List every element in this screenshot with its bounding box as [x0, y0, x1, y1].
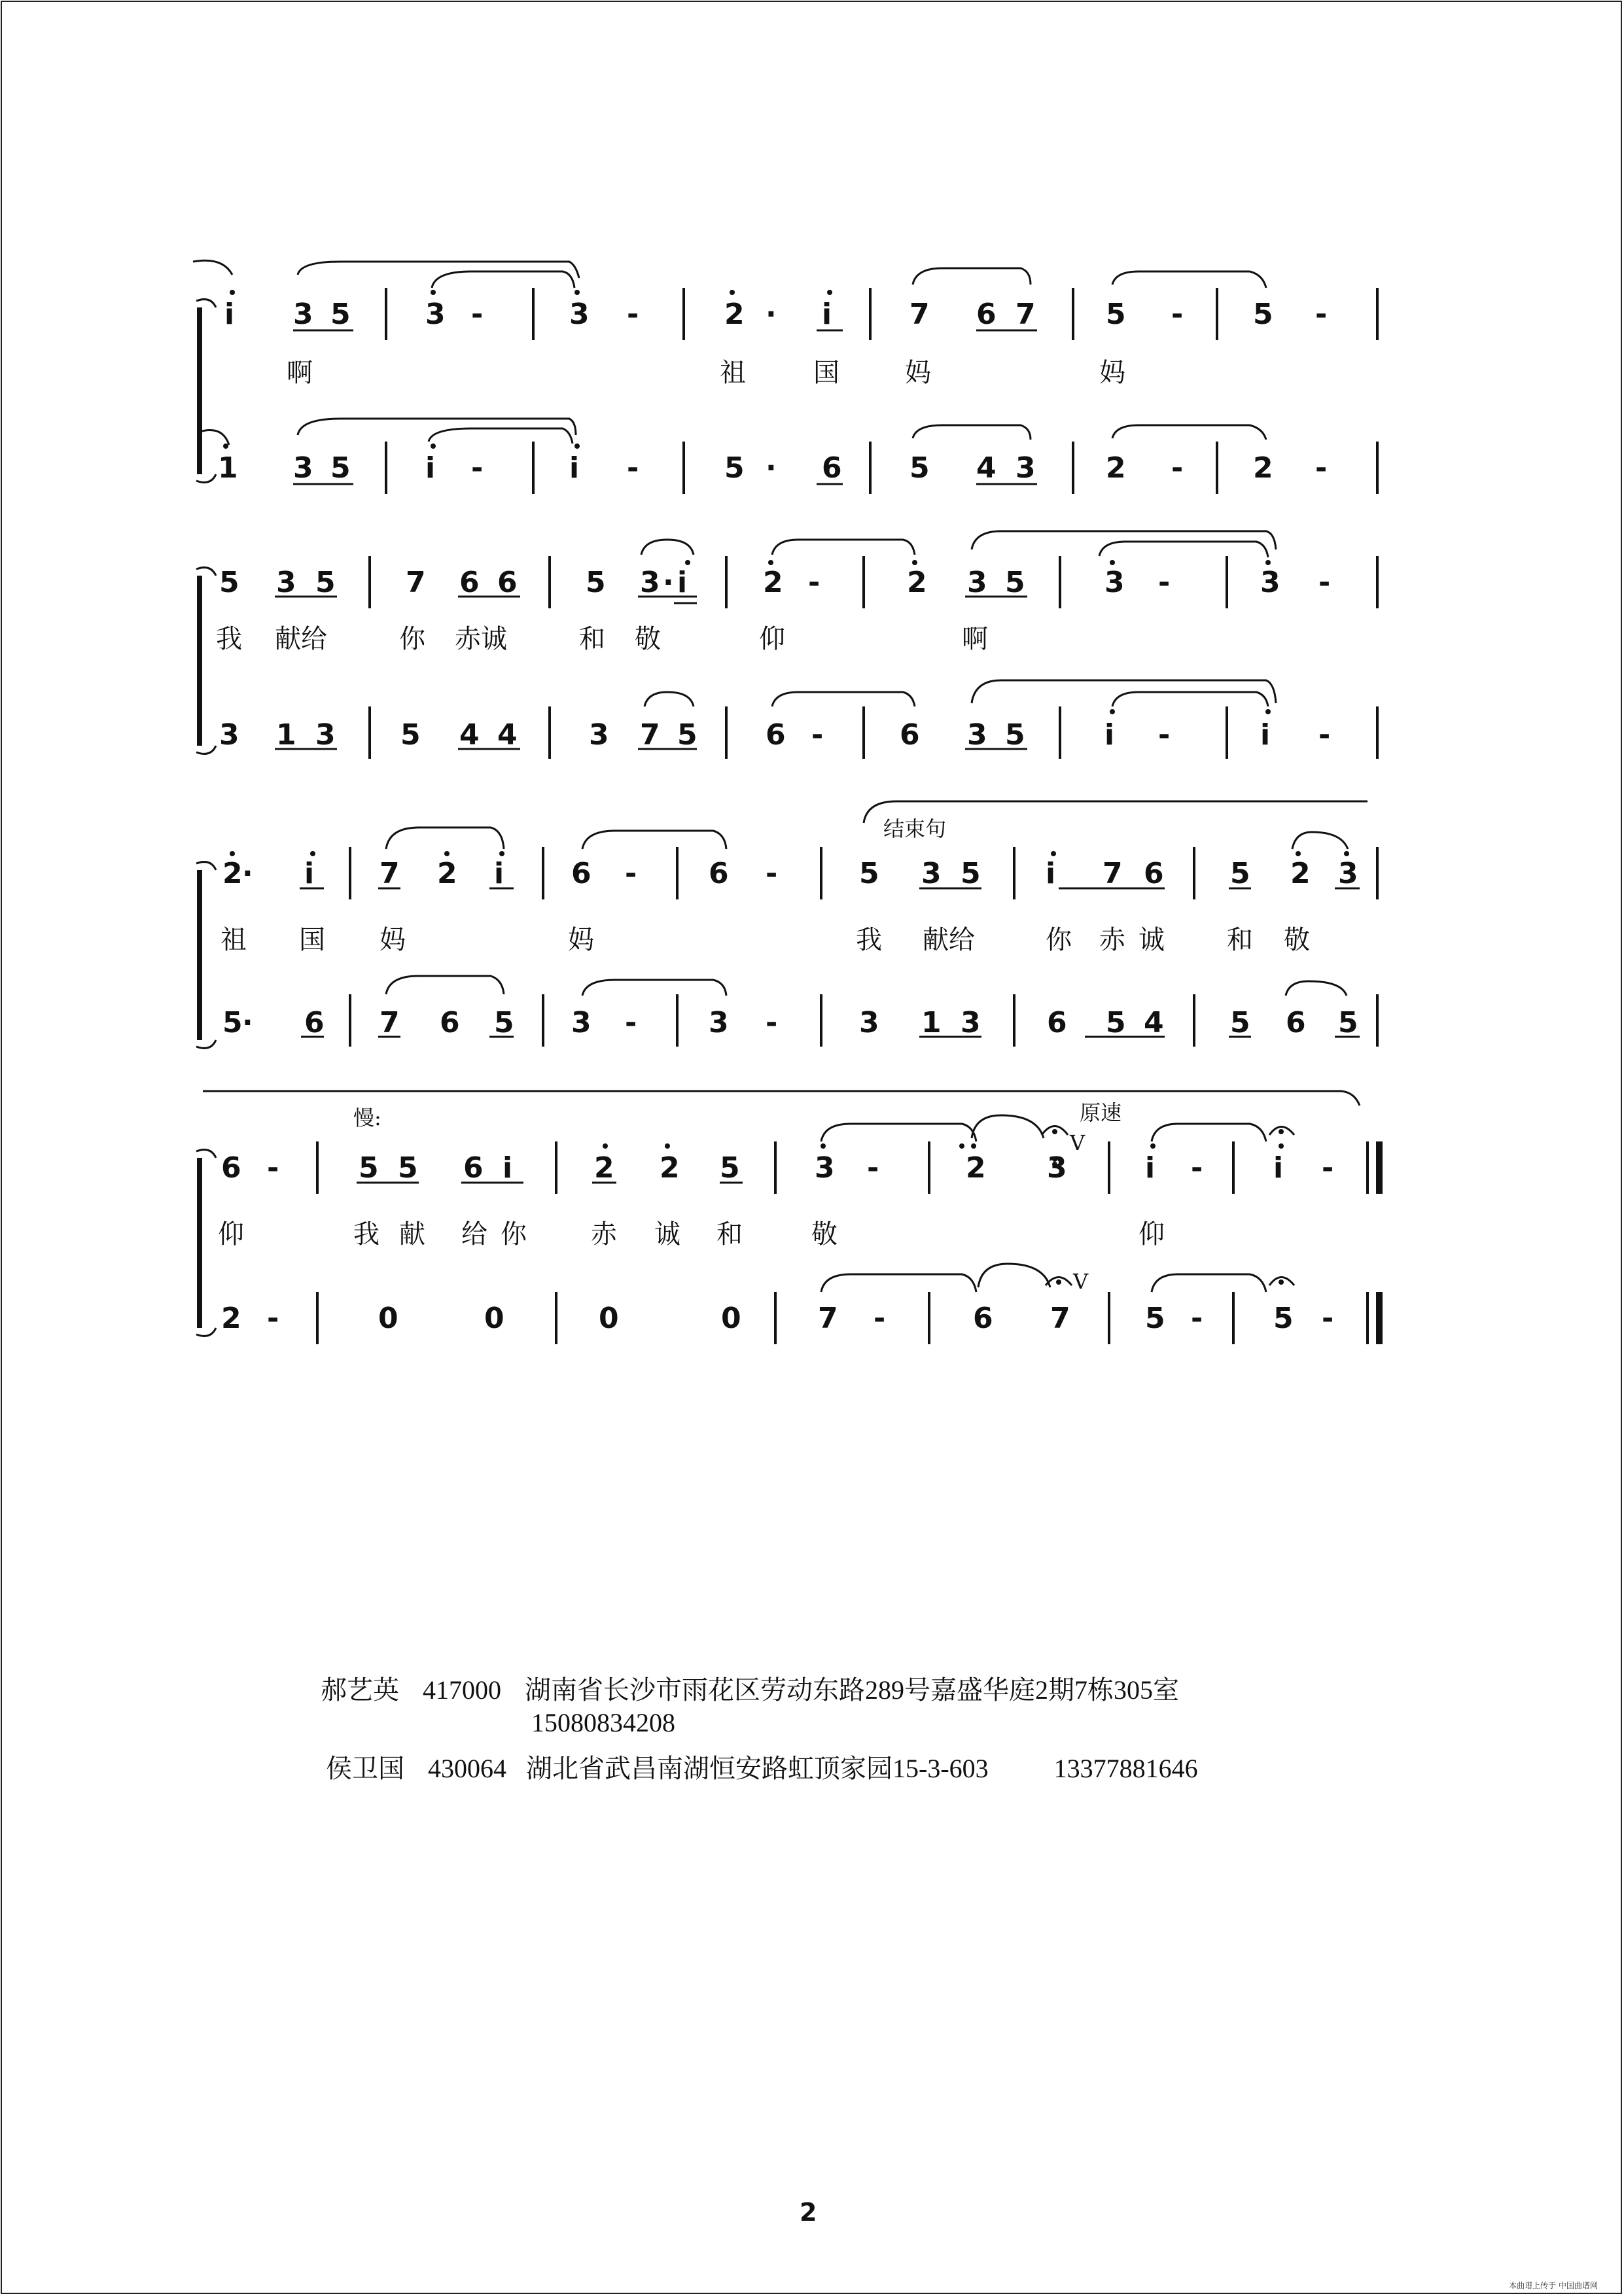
- note: 2: [660, 1151, 680, 1185]
- note: 5: [720, 1151, 740, 1185]
- note: 3: [1338, 857, 1358, 890]
- note: 7: [640, 718, 660, 752]
- note: i: [822, 298, 832, 331]
- lyric: 国: [813, 358, 839, 388]
- note: 3: [1104, 566, 1125, 599]
- note: 1: [276, 718, 296, 752]
- beams: [275, 330, 1360, 1183]
- note: 6: [304, 1006, 325, 1039]
- note: 3: [961, 1006, 981, 1039]
- lyric: 啊: [287, 358, 313, 388]
- note: -: [1322, 1302, 1334, 1335]
- credit-address: 湖北省武昌南湖恒安路虹顶家园15-3-603: [526, 1754, 989, 1783]
- note: -: [1191, 1151, 1203, 1185]
- note: 3: [1047, 1151, 1067, 1185]
- note: 5: [1273, 1302, 1294, 1335]
- lyric: 敬: [635, 624, 661, 654]
- lyric: 妈: [380, 925, 406, 955]
- credit-phone: 13377881646: [1053, 1754, 1198, 1783]
- lyric: 赤: [591, 1219, 617, 1249]
- note: 7: [1103, 857, 1123, 890]
- note: 3: [276, 566, 296, 599]
- note: ·: [766, 298, 777, 331]
- note: 3: [589, 718, 609, 752]
- note: 2: [222, 857, 243, 890]
- lyric: 和: [716, 1219, 743, 1249]
- note: 4: [1144, 1006, 1164, 1039]
- note: 5: [724, 451, 745, 485]
- credit-postcode: 417000: [423, 1675, 501, 1705]
- note: i: [1046, 857, 1056, 890]
- note: i: [1145, 1151, 1156, 1185]
- note: 5: [1005, 566, 1025, 599]
- note: 6: [976, 298, 997, 331]
- note: 3: [293, 451, 313, 485]
- lyric: 我: [856, 925, 882, 955]
- note: 3: [640, 566, 660, 599]
- note: 5: [1005, 718, 1025, 752]
- note: -: [267, 1151, 279, 1185]
- lyric: 仰: [1139, 1219, 1165, 1249]
- note: 5: [315, 566, 336, 599]
- note: 4: [976, 451, 997, 485]
- note: 4: [459, 718, 480, 752]
- note: 7: [380, 857, 400, 890]
- note: -: [1322, 1151, 1334, 1185]
- credit-name: 侯卫国: [326, 1754, 404, 1783]
- lyric: 我: [353, 1219, 380, 1249]
- lyric: 诚: [1139, 925, 1165, 955]
- note: 5: [677, 718, 697, 752]
- note: 3: [967, 566, 987, 599]
- note: 6: [463, 1151, 484, 1185]
- lyric: 献给: [923, 925, 975, 955]
- lyric: 祖: [720, 358, 746, 388]
- note: ·: [663, 566, 674, 599]
- note: 0: [378, 1302, 398, 1335]
- note: 6: [571, 857, 591, 890]
- note: 6: [221, 1151, 241, 1185]
- note: ·: [242, 857, 253, 890]
- lyric: 妈: [905, 358, 931, 388]
- fermata-dots: [1052, 1129, 1284, 1285]
- ending-phrase-label: 结束句: [883, 816, 947, 841]
- note: 5: [222, 1006, 243, 1039]
- lyric: 我: [216, 624, 242, 654]
- lyric: 赤诚: [455, 624, 507, 654]
- note: -: [1318, 718, 1331, 752]
- note: -: [625, 1006, 637, 1039]
- notes: [218, 298, 1358, 1335]
- note: -: [625, 857, 637, 890]
- note: i: [425, 451, 436, 485]
- note: 5: [1230, 857, 1250, 890]
- note: 2: [907, 566, 927, 599]
- note: 3: [815, 1151, 835, 1185]
- credit-phone: 15080834208: [531, 1708, 675, 1737]
- note: 3: [571, 1006, 591, 1039]
- note: -: [867, 1151, 879, 1185]
- note: -: [471, 451, 484, 485]
- note: 5: [494, 1006, 514, 1039]
- note: -: [627, 451, 639, 485]
- note: 3: [219, 718, 239, 752]
- note: 0: [484, 1302, 504, 1335]
- note: 6: [497, 566, 518, 599]
- note: 6: [822, 451, 842, 485]
- note: 6: [1144, 857, 1164, 890]
- note: 3: [1015, 451, 1036, 485]
- note: i: [569, 451, 580, 485]
- note: 5: [586, 566, 606, 599]
- note: 5: [1106, 298, 1126, 331]
- note: 5: [400, 718, 421, 752]
- note: -: [1171, 298, 1184, 331]
- note: i: [304, 857, 315, 890]
- note: 0: [599, 1302, 619, 1335]
- note: 3: [967, 718, 987, 752]
- breath-mark-icon: V: [1073, 1269, 1089, 1294]
- note: 1: [218, 451, 238, 485]
- note: 6: [900, 718, 920, 752]
- lyric: 给: [461, 1219, 487, 1249]
- note: -: [874, 1302, 886, 1335]
- note: 6: [1047, 1006, 1067, 1039]
- note: 2: [221, 1302, 241, 1335]
- breath-mark-icon: V: [1070, 1130, 1086, 1155]
- slow-tempo-label: 慢:: [353, 1105, 381, 1130]
- lyric: 仰: [759, 624, 785, 654]
- note: 6: [766, 718, 786, 752]
- note: 3: [315, 718, 336, 752]
- note: 5: [909, 451, 930, 485]
- note: 5: [1106, 1006, 1126, 1039]
- note: -: [1318, 566, 1331, 599]
- note: 3: [569, 298, 590, 331]
- note: 5: [859, 857, 879, 890]
- note: 7: [1050, 1302, 1070, 1335]
- note: ·: [766, 451, 777, 485]
- lyric: 赤: [1099, 925, 1125, 955]
- note: 3: [709, 1006, 729, 1039]
- lyric: 妈: [568, 925, 594, 955]
- lyric: 和: [579, 624, 605, 654]
- credit-phone-1: [531, 1707, 675, 1738]
- note: 3: [859, 1006, 879, 1039]
- note: -: [1158, 566, 1171, 599]
- note: 2: [763, 566, 783, 599]
- credit-line-2: [326, 1748, 1198, 1785]
- lyric: 和: [1227, 925, 1253, 955]
- note: 6: [973, 1302, 993, 1335]
- note: 5: [961, 857, 981, 890]
- slurs: [203, 262, 1368, 1292]
- lyric: 你: [399, 624, 425, 654]
- original-tempo-label: 原速: [1080, 1100, 1122, 1125]
- note: 6: [440, 1006, 460, 1039]
- note: i: [677, 566, 688, 599]
- note: 2: [966, 1151, 986, 1185]
- note: -: [627, 298, 639, 331]
- note: 7: [909, 298, 930, 331]
- note: 3: [425, 298, 446, 331]
- note: 7: [818, 1302, 838, 1335]
- note: 4: [497, 718, 518, 752]
- credit-line-1: [321, 1669, 1179, 1707]
- note: 1: [921, 1006, 942, 1039]
- lyric: 敬: [1284, 925, 1310, 955]
- note: -: [811, 718, 824, 752]
- note: 3: [921, 857, 942, 890]
- note: 2: [594, 1151, 614, 1185]
- note: 5: [219, 566, 239, 599]
- note: 5: [1145, 1302, 1165, 1335]
- lyric: 祖: [221, 925, 247, 955]
- note: i: [1260, 718, 1271, 752]
- note: i: [1273, 1151, 1284, 1185]
- lyric: 啊: [962, 624, 988, 654]
- note: 5: [398, 1151, 418, 1185]
- note: 7: [406, 566, 426, 599]
- note: 5: [359, 1151, 379, 1185]
- note: -: [1158, 718, 1171, 752]
- note: -: [1315, 298, 1328, 331]
- note: -: [1171, 451, 1184, 485]
- note: 0: [721, 1302, 741, 1335]
- note: -: [1315, 451, 1328, 485]
- note: 5: [330, 298, 351, 331]
- note: i: [1104, 718, 1115, 752]
- note: -: [766, 857, 778, 890]
- note: -: [267, 1302, 279, 1335]
- note: 5: [330, 451, 351, 485]
- note: ·: [242, 1006, 253, 1039]
- watermark: 本曲谱上传于 中国曲谱网: [1509, 2281, 1598, 2290]
- note: 2: [1106, 451, 1126, 485]
- lyric: 敬: [811, 1219, 838, 1249]
- credit-postcode: 430064: [428, 1754, 506, 1783]
- note: 6: [1286, 1006, 1306, 1039]
- note: 2: [724, 298, 745, 331]
- lyric: 诚: [654, 1219, 680, 1249]
- lyric: 你: [501, 1219, 527, 1249]
- note: 5: [1253, 298, 1273, 331]
- note: -: [808, 566, 821, 599]
- lyric: 妈: [1099, 358, 1125, 388]
- lyric: 国: [299, 925, 325, 955]
- credit-name: 郝艺英: [321, 1675, 399, 1705]
- lyric: 仰: [218, 1219, 244, 1249]
- note: i: [494, 857, 504, 890]
- note: 7: [380, 1006, 400, 1039]
- note: 5: [1338, 1006, 1358, 1039]
- note: 3: [293, 298, 313, 331]
- note: 2: [1290, 857, 1311, 890]
- note: i: [224, 298, 235, 331]
- note: 2: [437, 857, 457, 890]
- note: 2: [1253, 451, 1273, 485]
- note: 5: [1230, 1006, 1250, 1039]
- lyric: 你: [1046, 925, 1072, 955]
- lyric: 献: [399, 1219, 425, 1249]
- lyric: 献给: [275, 624, 327, 654]
- credit-address: 湖南省长沙市雨花区劳动东路289号嘉盛华庭2期7栋305室: [525, 1675, 1179, 1705]
- note: -: [1191, 1302, 1203, 1335]
- note: 6: [459, 566, 480, 599]
- note: 3: [1260, 566, 1280, 599]
- note: 7: [1015, 298, 1036, 331]
- note: 6: [709, 857, 729, 890]
- note: i: [503, 1151, 513, 1185]
- note: -: [471, 298, 484, 331]
- barlines: [317, 288, 1377, 1344]
- page-number: 2: [800, 2198, 817, 2227]
- note: -: [766, 1006, 778, 1039]
